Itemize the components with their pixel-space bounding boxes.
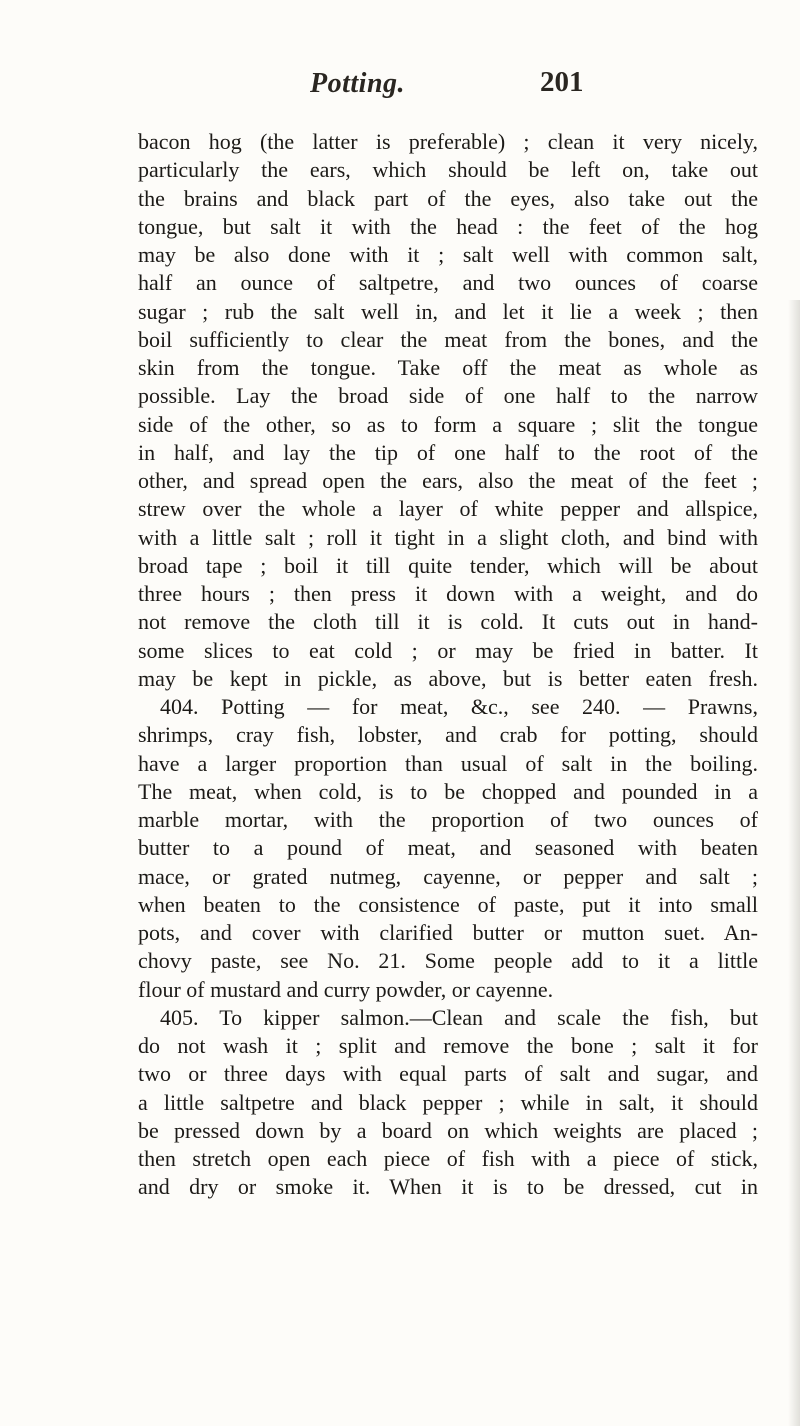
text-line: possible. Lay the broad side of one half to the narrow bbox=[138, 383, 758, 409]
text-line: side of the other, so as to form a square ; slit the tongue bbox=[138, 411, 758, 437]
running-head bbox=[0, 68, 800, 108]
text-line: broad tape ; boil it till quite tender, which will be about bbox=[138, 552, 758, 578]
text-line: may be kept in pickle, as above, but is better eaten fresh. bbox=[138, 665, 758, 691]
text-line: bacon hog (the latter is preferable) ; clean it very nicely, bbox=[138, 129, 758, 154]
text-line: boil sufficiently to clear the meat from the bones, and the bbox=[138, 326, 758, 352]
text-line: may be also done with it ; salt well with common salt, bbox=[138, 242, 758, 267]
text-line: not remove the cloth till it is cold. It cuts out in hand- bbox=[138, 609, 758, 635]
text-line: flour of mustard and curry powder, or cayenne. bbox=[138, 976, 554, 1002]
text-line: and dry or smoke it. When it is to be dressed, cut in bbox=[138, 1174, 758, 1200]
text-line: skin from the tongue. Take off the meat as whole as bbox=[138, 355, 758, 380]
text-line: chovy paste, see No. 21. Some people add to it a little bbox=[138, 948, 758, 974]
text-line: particularly the ears, which should be left on, take out bbox=[138, 157, 758, 183]
text-line: a little saltpetre and black pepper ; while in salt, it should bbox=[138, 1089, 758, 1115]
text-line: two or three days with equal parts of salt and sugar, and bbox=[138, 1061, 758, 1087]
text-line: when beaten to the consistence of paste, put it into small bbox=[138, 891, 758, 917]
text-line: butter to a pound of meat, and seasoned with beaten bbox=[138, 835, 758, 861]
text-line: in half, and lay the tip of one half to the root of the bbox=[138, 439, 758, 465]
text-line: tongue, but salt it with the head : the feet of the hog bbox=[138, 213, 758, 239]
text-line: marble mortar, with the proportion of two ounces of bbox=[138, 807, 758, 832]
section-404-heading-line: 404. Potting — for meat, &c., see 240. — Prawns, bbox=[160, 694, 758, 719]
text-line: mace, or grated nutmeg, cayenne, or pepper and salt ; bbox=[138, 863, 758, 889]
text-line: some slices to eat cold ; or may be fried in batter. It bbox=[138, 637, 758, 663]
page-number: 201 bbox=[540, 66, 584, 98]
text-line: be pressed down by a board on which weights are placed ; bbox=[138, 1117, 758, 1143]
section-405-heading-line: 405. To kipper salmon.—Clean and scale the fish, but bbox=[160, 1004, 758, 1030]
text-line: with a little salt ; roll it tight in a slight cloth, and bind with bbox=[138, 524, 758, 550]
text-line: sugar ; rub the salt well in, and let it lie a week ; then bbox=[138, 298, 758, 324]
text-line: half an ounce of saltpetre, and two ounces of coarse bbox=[138, 270, 758, 296]
text-line: have a larger proportion than usual of salt in the boiling. bbox=[138, 750, 758, 776]
text-line: other, and spread open the ears, also the meat of the feet ; bbox=[138, 468, 758, 493]
text-line: do not wash it ; split and remove the bone ; salt it for bbox=[138, 1033, 758, 1058]
text-line: shrimps, cray fish, lobster, and crab for potting, should bbox=[138, 722, 758, 748]
body-text bbox=[138, 128, 758, 1202]
text-line: three hours ; then press it down with a weight, and do bbox=[138, 581, 758, 606]
text-line: The meat, when cold, is to be chopped and pounded in a bbox=[138, 778, 758, 804]
text-line: strew over the whole a layer of white pepper and allspice, bbox=[138, 496, 758, 522]
text-line: then stretch open each piece of fish with a piece of stick, bbox=[138, 1146, 758, 1171]
text-line: pots, and cover with clarified butter or mutton suet. An- bbox=[138, 920, 758, 945]
text-line: the brains and black part of the eyes, also take out the bbox=[138, 185, 758, 211]
page-edge-shadow bbox=[788, 300, 800, 1426]
page-title: Potting. bbox=[310, 68, 406, 99]
